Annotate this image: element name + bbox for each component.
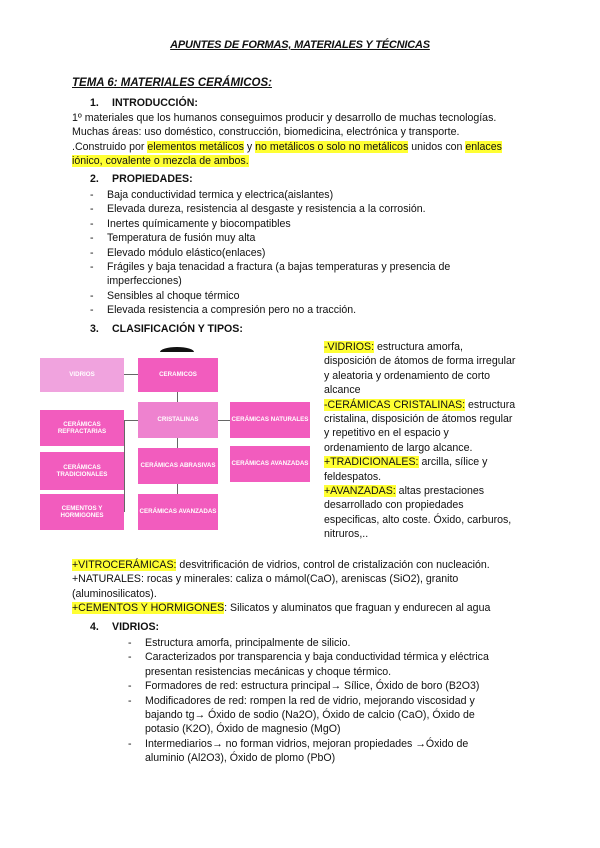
- section-vidrios-heading: 4. VIDRIOS:: [90, 621, 160, 633]
- glass-list: [128, 636, 545, 766]
- box-tradicionales: CERÁMICAS TRADICIONALES: [40, 452, 124, 490]
- box-cristalinas: CRISTALINAS: [138, 402, 218, 438]
- chapter-title: TEMA 6: MATERIALES CERÁMICOS:: [72, 77, 272, 89]
- list-item: - Elevada resistencia a compresión pero no a tracción.: [90, 304, 357, 317]
- list-item: potasio (K2O), Óxido de magnesio (MgO): [145, 723, 341, 736]
- list-item: - Inertes químicamente y biocompatibles: [90, 217, 291, 230]
- connector-line: [177, 484, 178, 494]
- types-paragraph: +VITROCERÁMICAS: desvitrificación de vidrios, control de cristalización con nucleación. +NATURALES: rocas y minerales: caliza o mámol(CaO), areniscas (SiO2), granito (aluminosilicatos). +CEMENTOS Y HORMIGONES: Silicatos y aluminatos que fraguan y endurecen al agua: [72, 559, 491, 615]
- section-clasificacion-heading: 3. CLASIFICACIÓN Y TIPOS:: [90, 323, 243, 335]
- cropped-shape: [160, 347, 194, 357]
- list-item: aluminio (Al2O3), Óxido de plomo (PbO): [145, 752, 336, 765]
- box-abrasivas: CERÁMICAS ABRASIVAS: [138, 448, 218, 484]
- box-vidrios: VIDRIOS: [40, 358, 124, 392]
- list-item: imperfecciones): [107, 275, 182, 288]
- box-cementos: CEMENTOS Y HORMIGONES: [40, 494, 124, 530]
- connector-line: [218, 420, 230, 421]
- list-item: - Baja conductividad termica y electrica(aislantes): [90, 189, 334, 201]
- list-item: - Elevada dureza, resistencia al desgaste y resistencia a la corrosión.: [90, 203, 426, 216]
- connector-line: [124, 374, 138, 375]
- list-item: - Estructura amorfa, principalmente de silicio.: [128, 637, 351, 649]
- list-item: bajando tg→ Óxido de sodio (Na2O), Óxido de calcio (CaO), Óxido de: [145, 709, 475, 722]
- intro-paragraph: 1º materiales que los humanos conseguimos producir y desarrollo de muchas tecnologías. Muchas áreas: uso doméstico, construcción, biomedicina, electrónica y transporte. .Construido por elementos metálicos y no metálicos o solo no metálicos unidos con enlaces iónico, covalente o mezcla de ambos.: [72, 112, 502, 168]
- connector-line: [124, 420, 125, 512]
- classification-notes: -VIDRIOS: estructura amorfa, disposición de átomos de forma irregular y aleatoria y ordenamiento de corto alcance -CERÁMICAS CRISTALINAS: estructura cristalina, disposición de átomos regular y repetitivo en el espacio y ordenamiento de largo alcance. +TRADICIONALES: arcilla, sílice y feldespatos. +AVANZADAS: altas prestaciones desarrollado con propiedades especificas, alto coste. Óxido, carburos, nitruros,..: [324, 341, 516, 541]
- list-item: presentan resistencias mecánicas y choque térmico.: [145, 665, 392, 678]
- box-avanzadas-center: CERÁMICAS AVANZADAS: [138, 494, 218, 530]
- box-avanzadas-right: CERÁMICAS AVANZADAS: [230, 446, 310, 482]
- connector-line: [177, 438, 178, 448]
- section-introduccion-heading: 1. INTRODUCCIÓN:: [90, 97, 198, 109]
- list-item: - Formadores de red: estructura principal→ Sílice, Óxido de boro (B2O3): [128, 680, 480, 693]
- list-item: - Modificadores de red: rompen la red de vidrio, mejorando viscosidad y: [128, 694, 475, 707]
- box-refractarias: CERÁMICAS REFRACTARIAS: [40, 410, 124, 446]
- list-item: - Intermediarios→ no forman vidrios, mejoran propiedades →Óxido de: [128, 737, 469, 750]
- list-item: - Elevado módulo elástico(enlaces): [90, 246, 266, 259]
- document-title: APUNTES DE FORMAS, MATERIALES Y TÉCNICAS: [170, 39, 430, 51]
- list-item: - Caracterizados por transparencia y baja conductividad térmica y eléctrica: [128, 651, 489, 664]
- list-item: - Temperatura de fusión muy alta: [90, 232, 256, 245]
- box-ceramicos: CERAMICOS: [138, 358, 218, 392]
- section-propiedades-heading: 2. PROPIEDADES:: [90, 173, 193, 185]
- box-naturales: CERÁMICAS NATURALES: [230, 402, 310, 438]
- properties-list: [90, 188, 547, 318]
- list-item: - Sensibles al choque térmico: [90, 289, 240, 302]
- list-item: - Frágiles y baja tenacidad a fractura (a bajas temperaturas y presencia de: [90, 261, 451, 274]
- connector-line: [124, 420, 138, 421]
- connector-line: [177, 392, 178, 402]
